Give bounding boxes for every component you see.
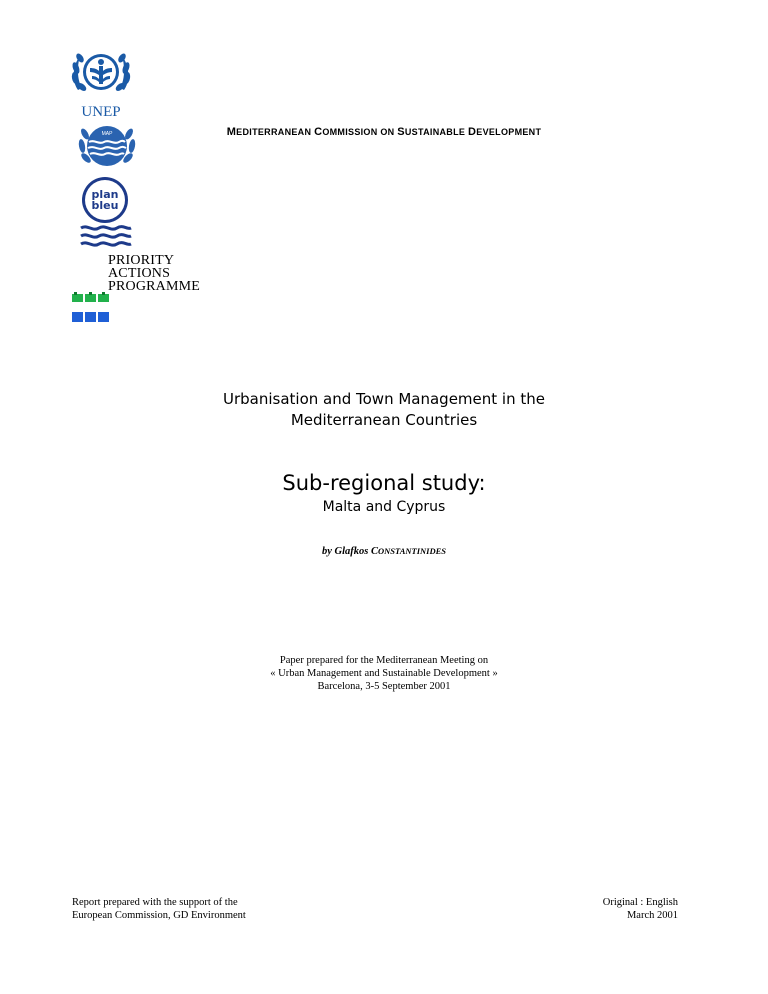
- commission-part4: EVELOPMENT: [476, 127, 542, 137]
- unep-label: UNEP: [81, 104, 121, 120]
- document-title: [0, 389, 768, 431]
- paper-note: [0, 654, 768, 693]
- footer-left-line-1: Report prepared with the support of the: [72, 897, 238, 908]
- author-surname-cap: C: [370, 546, 378, 557]
- footer-left-line-2: European Commission, GD Environment: [72, 910, 246, 921]
- commission-part2: OMMISSION ON: [322, 127, 398, 137]
- paper-note-line-1: Paper prepared for the Mediterranean Meeting on: [279, 655, 489, 666]
- commission-cap-c: C: [314, 126, 323, 138]
- pap-logo: [70, 254, 230, 324]
- footer-right-line-1: Original : English: [602, 897, 678, 908]
- paper-note-line-3: Barcelona, 3-5 September 2001: [317, 681, 451, 692]
- pap-text-block: [108, 254, 200, 293]
- author-prefix: by Glafkos: [321, 546, 371, 557]
- subtitle-countries: Malta and Cyprus: [322, 499, 446, 515]
- paper-note-line-2: « Urban Management and Sustainable Development »: [270, 668, 498, 679]
- subtitle: Sub-regional study:: [282, 471, 486, 495]
- commission-part3: USTAINABLE: [404, 127, 469, 137]
- plan-bleu-line2: bleu: [91, 199, 119, 212]
- commission-cap-m: M: [226, 126, 237, 138]
- map-label: MAP: [101, 131, 113, 137]
- plan-bleu-emblem-icon: [77, 176, 133, 248]
- commission-part1: EDITERRANEAN: [236, 127, 315, 137]
- footer-original-date: [603, 896, 678, 922]
- commission-title: [0, 126, 768, 138]
- plan-bleu-logo: [77, 176, 133, 248]
- pap-line-programme: PROGRAMME: [108, 279, 201, 294]
- plan-bleu-line1: plan: [91, 188, 119, 201]
- commission-cap-d: D: [468, 126, 477, 138]
- author-line: [0, 546, 768, 557]
- unep-logo: [68, 44, 134, 122]
- pap-squares-icon: [72, 292, 114, 324]
- commission-cap-s: S: [397, 126, 405, 138]
- footer-support-note: [72, 896, 246, 922]
- pap-line-priority: PRIORITY: [108, 253, 175, 268]
- title-line-1: Urbanisation and Town Management in the: [222, 390, 545, 408]
- pap-line-actions: ACTIONS: [108, 266, 171, 281]
- author-surname-rest: ONSTANTINIDES: [377, 546, 447, 556]
- title-line-2: Mediterranean Countries: [290, 411, 478, 429]
- footer-right-line-2: March 2001: [626, 910, 678, 921]
- unep-emblem-icon: [68, 44, 134, 122]
